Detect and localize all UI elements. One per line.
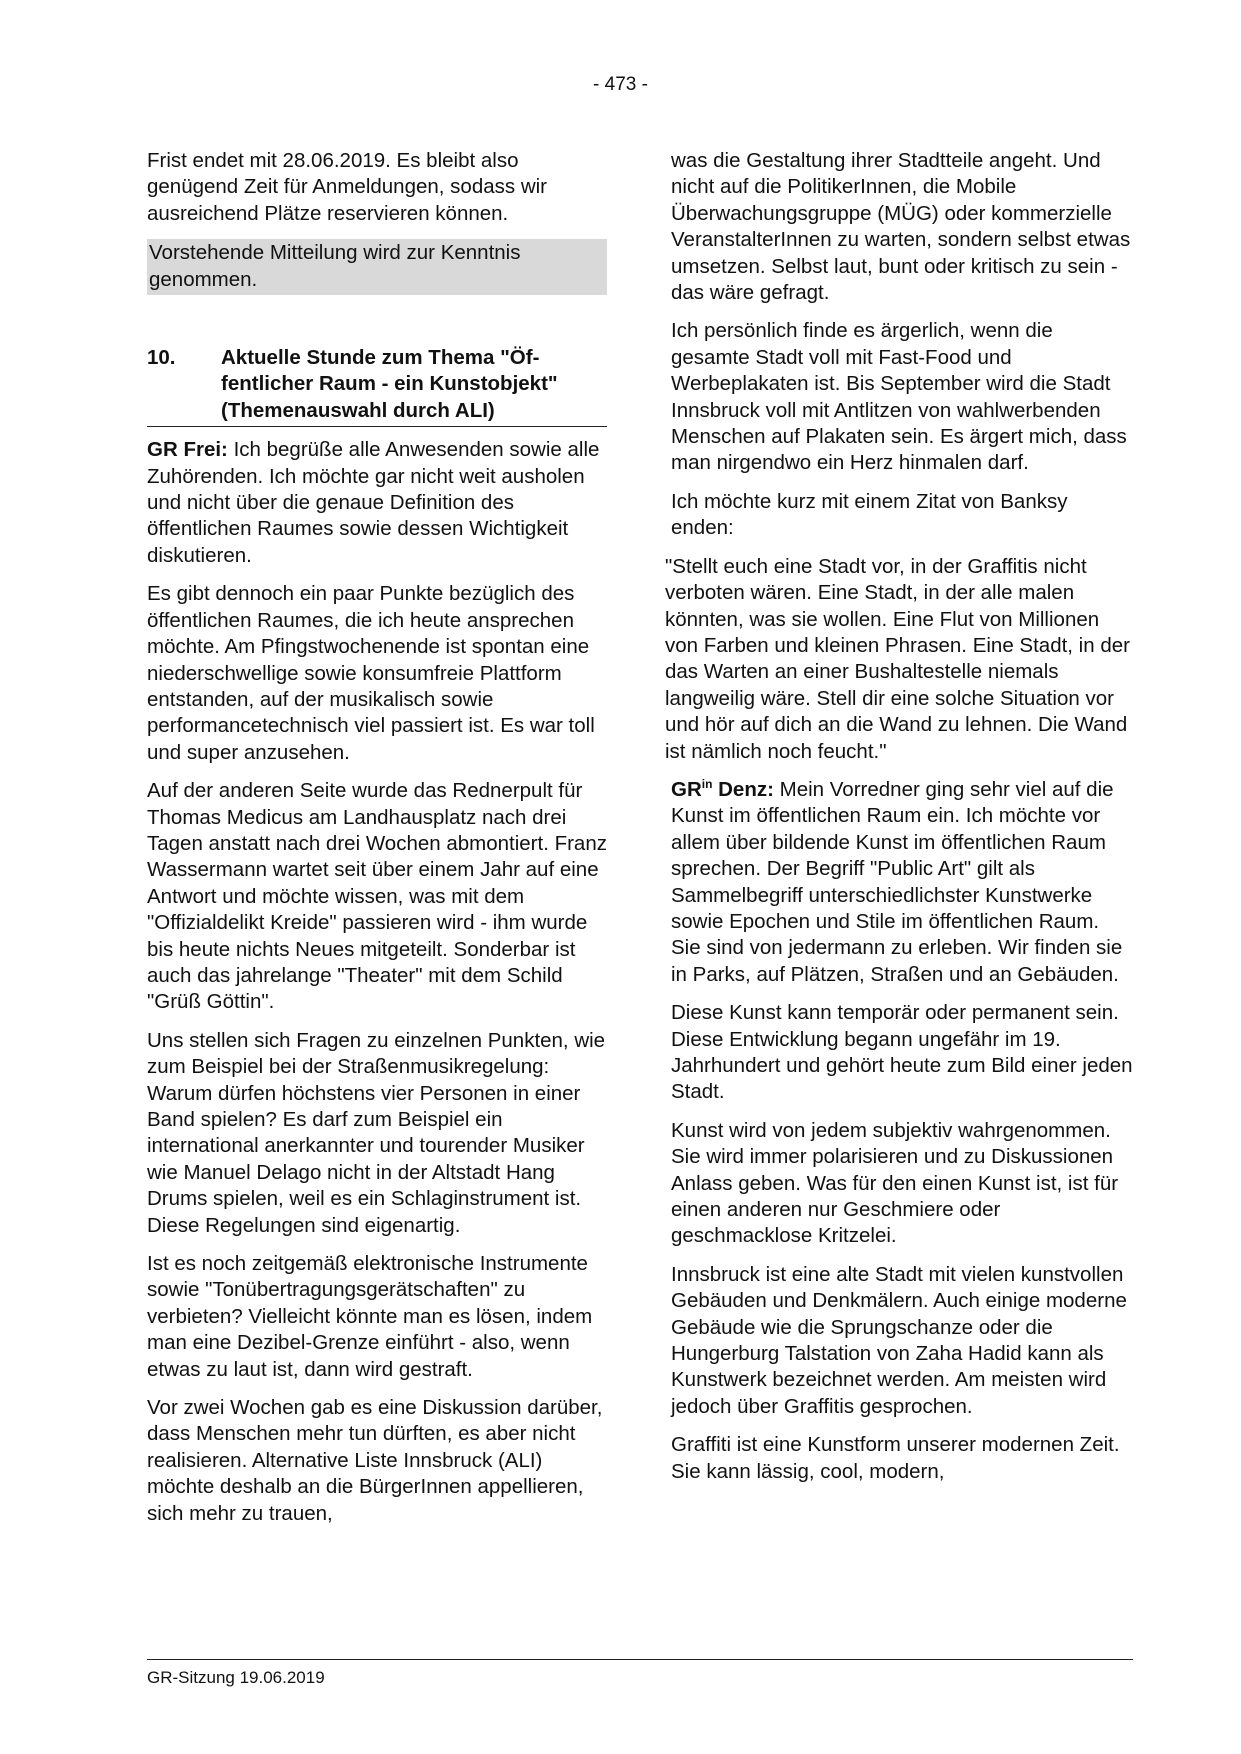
paragraph: Innsbruck ist eine alte Stadt mit vielen kunstvollen Gebäuden und Denkmälern. Auch einige moderne Gebäude wie die Sprungschanze oder die Hungerburg Talstation von Zaha Hadid kann als Kunstwerk bezeichnet werden. Am meisten wird jedoch über Graffitis gesprochen. [671,1262,1127,1418]
paragraph: Auf der anderen Seite wurde das Rednerpult für Thomas Medicus am Landhausplatz nach drei Tagen anstatt nach drei Wochen abmontiert. Franz Wassermann wartet seit über einem Jahr auf eine Antwort und möchte wissen, was mit dem "Offizialdelikt Kreide" passieren wird - ihm wurde bis heute nichts Neues mitgeteilt. Sonderbar ist auch das jahrelange "Theater" mit dem Schild "Grüß Göttin". [147,779,607,1014]
right-column [665,148,1133,1497]
paragraph: Ist es noch zeitgemäß elektronische Instrumente sowie "Tonübertragungsgerätschaften" zu verbieten? Vielleicht könnte man es lösen, indem man eine Dezibel-Grenze einführt - also, wenn etwas zu laut ist, dann wird gestraft. [147,1252,593,1381]
speech-text: Ich begrüße alle Anwesenden sowie alle Zuhörenden. Ich möchte gar nicht weit ausholen und nicht über die genaue Definition des öffentlichen Raumes sowie dessen Wichtigkeit diskutieren. [147,438,600,567]
agenda-item-heading [147,345,607,427]
speaker-title: GR [671,777,702,801]
quote-paragraph: "Stellt euch eine Stadt vor, in der Graffitis nicht verboten wären. Eine Stadt, in der alle malen könnten, was sie wollen. Eine Flut von Millionen von Farben und kleinen Phrasen. Eine Stadt, in der das Warten an einer Bushaltestelle niemals langweilig wäre. Stell dir eine solche Situation vor und hör auf dich an die Wand zu lehnen. Die Wand ist nämlich noch feucht." [665,554,1130,763]
speaker-surname: Denz: [718,777,774,801]
speaker-title-suffix: in [701,777,713,792]
speech-paragraph [671,777,1133,988]
paragraph: Kunst wird von jedem subjektiv wahrgenommen. Sie wird immer polarisieren und zu Diskussionen Anlass geben. Was für den einen Kunst ist, ist für einen anderen nur Geschmiere oder geschmacklose Kritzelei. [671,1118,1119,1248]
footer-session-label: GR-Sitzung 19.06.2019 [147,1668,325,1687]
left-column [147,148,607,1539]
agenda-title-line: (Themenauswahl durch ALI) [221,398,495,422]
agenda-title-line: fentlicher Raum - ein Kunstobjekt" [221,372,558,396]
paragraph: Ich persönlich finde es ärgerlich, wenn die gesamte Stadt voll mit Fast-Food und Werbeplakaten ist. Bis September wird die Stadt Innsbruck voll mit Antlitzen von wahlwerbenden Menschen auf Plakaten sein. Es ärgert mich, dass man nirgendwo ein Herz hinmalen darf. [671,319,1127,475]
paragraph: Vor zwei Wochen gab es eine Diskussion darüber, dass Menschen mehr tun dürften, es aber nicht realisieren. Alternative Liste Innsbruck (ALI) möchte deshalb an die BürgerInnen appellieren, sich mehr zu trauen, [147,1396,603,1525]
footer-divider [147,1659,1133,1660]
speaker-name: GR Frei: [147,438,228,462]
paragraph: Ich möchte kurz mit einem Zitat von Banksy enden: [671,489,1068,540]
paragraph: was die Gestaltung ihrer Stadtteile angeht. Und nicht auf die PolitikerInnen, die Mobile Überwachungsgruppe (MÜG) oder kommerzielle VeranstalterInnen zu warten, sondern selbst etwas umsetzen. Selbst laut, bunt oder kritisch zu sein - das wäre gefragt. [671,149,1131,305]
speech-paragraph [147,437,607,569]
speaker-name [671,778,774,801]
agenda-item-title [221,345,607,424]
page-number: - 473 - [593,74,648,95]
notice-box: Vorstehende Mitteilung wird zur Kenntnis genommen. [147,239,607,295]
paragraph: Es gibt dennoch ein paar Punkte bezüglich des öffentlichen Raumes, die ich heute ansprechen möchte. Am Pfingstwochenende ist spontan eine niederschwellige sowie konsumfreie Plattform entstanden, auf der musikalisch sowie performancetechnisch viel passiert ist. Es war toll und super anzusehen. [147,582,595,764]
agenda-item-number: 10. [147,346,176,370]
paragraph: Frist endet mit 28.06.2019. Es bleibt also genügend Zeit für Anmeldungen, sodass wir ausreichend Plätze reservieren können. [147,149,548,225]
agenda-title-line: Aktuelle Stunde zum Thema "Öf- [221,346,540,370]
paragraph: Diese Kunst kann temporär oder permanent sein. Diese Entwicklung begann ungefähr im 19. Jahrhundert und gehört heute zum Bild einer jeden Stadt. [671,1001,1133,1104]
paragraph: Graffiti ist eine Kunstform unserer modernen Zeit. Sie kann lässig, cool, modern, [671,1433,1120,1483]
speech-text: Mein Vorredner ging sehr viel auf die Kunst im öffentlichen Raum ein. Ich möchte vor allem über bildende Kunst im öffentlichen Raum sprechen. Der Begriff "Public Art" gilt als Sammelbegriff unterschiedlichster Kunstwerke sowie Epochen und Stile im öffentlichen Raum. Sie sind von jedermann zu erleben. Wir finden sie in Parks, auf Plätzen, Straßen und an Gebäuden. [671,777,1123,986]
paragraph: Uns stellen sich Fragen zu einzelnen Punkten, wie zum Beispiel bei der Straßenmusikregelung: Warum dürfen höchstens vier Personen in einer Band spielen? Es darf zum Beispiel ein international anerkannter und tourender Musiker wie Manuel Delago nicht in der Altstadt Hang Drums spielen, weil es ein Schlaginstrument ist. Diese Regelungen sind eigenartig. [147,1028,606,1237]
